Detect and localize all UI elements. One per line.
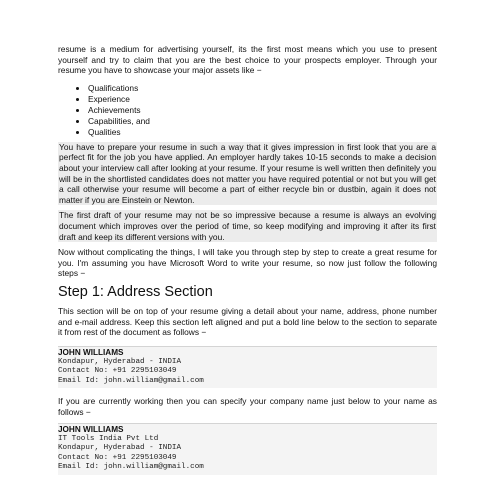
assets-list (58, 83, 437, 138)
list-item (76, 94, 437, 105)
address-line: Email Id: john.william@gmail.com (58, 463, 204, 472)
address-name: JOHN WILLIAMS (58, 347, 124, 357)
list-item-label: Experience (88, 93, 130, 104)
list-item-label: Achievements (88, 104, 141, 115)
bullet-icon (76, 87, 79, 90)
bullet-icon (76, 98, 79, 101)
address-example-2 (58, 423, 437, 475)
address-paragraph: This section will be on top of your resume giving a detail about your name, address, phone number and e-mail address. Keep this section left aligned and put a bold line below to the section to separate it from rest of the document as follows − (58, 305, 437, 338)
list-item-label: Capabilities, and (88, 115, 150, 126)
address-line: Contact No: +91 2295103049 (58, 367, 177, 376)
steps-paragraph: Now without complicating the things, I will take you through step by step to create a great resume for you. I'm assuming you have Microsoft Word to write your resume, so now just follow the following steps − (58, 247, 437, 279)
address-line: IT Tools India Pvt Ltd (58, 434, 159, 443)
address-line: Contact No: +91 2295103049 (58, 453, 177, 462)
bullet-icon (76, 109, 79, 112)
address-example-1 (58, 346, 437, 389)
list-item (76, 105, 437, 116)
list-item-label: Qualifications (88, 82, 139, 93)
address-line: Kondapur, Hyderabad - INDIA (58, 357, 182, 366)
address-line: Kondapur, Hyderabad - INDIA (58, 444, 182, 453)
list-item (76, 116, 437, 127)
address-name: JOHN WILLIAMS (58, 424, 124, 434)
list-item (76, 127, 437, 138)
company-paragraph: If you are currently working then you can specify your company name just below to your name as follows − (58, 396, 437, 418)
draft-paragraph: The first draft of your resume may not be so impressive because a resume is always an evolving document which improves over the period of time, so keep modifying and improving it after its first draft and keep its different versions with you. (59, 210, 436, 242)
address-line: Email Id: john.william@gmail.com (58, 376, 204, 385)
prepare-paragraph: You have to prepare your resume in such a way that it gives impression in first look that you are a perfect fit for the job you have applied. An employer hardly takes 10-15 seconds to make a decision about your interview call after looking at your resume. If your resume is well written then definitely you will be in the shortlisted candidates does not matter you have required potential or not but you will get a call otherwise your resume will become a part of either recycle bin or dustbin, again it does not matter if you are Einstein or Newton. (59, 141, 436, 205)
bullet-icon (76, 131, 79, 134)
list-item (76, 83, 437, 94)
bullet-icon (76, 120, 79, 123)
list-item-label: Qualities (88, 126, 121, 137)
step1-heading: Step 1: Address Section (58, 283, 213, 300)
intro-paragraph: resume is a medium for advertising yourself, its the first most means which you use to present yourself and try to claim that you are the best choice to your prospects employer. Through your resume you have to showcase your major assets like − (58, 44, 437, 76)
